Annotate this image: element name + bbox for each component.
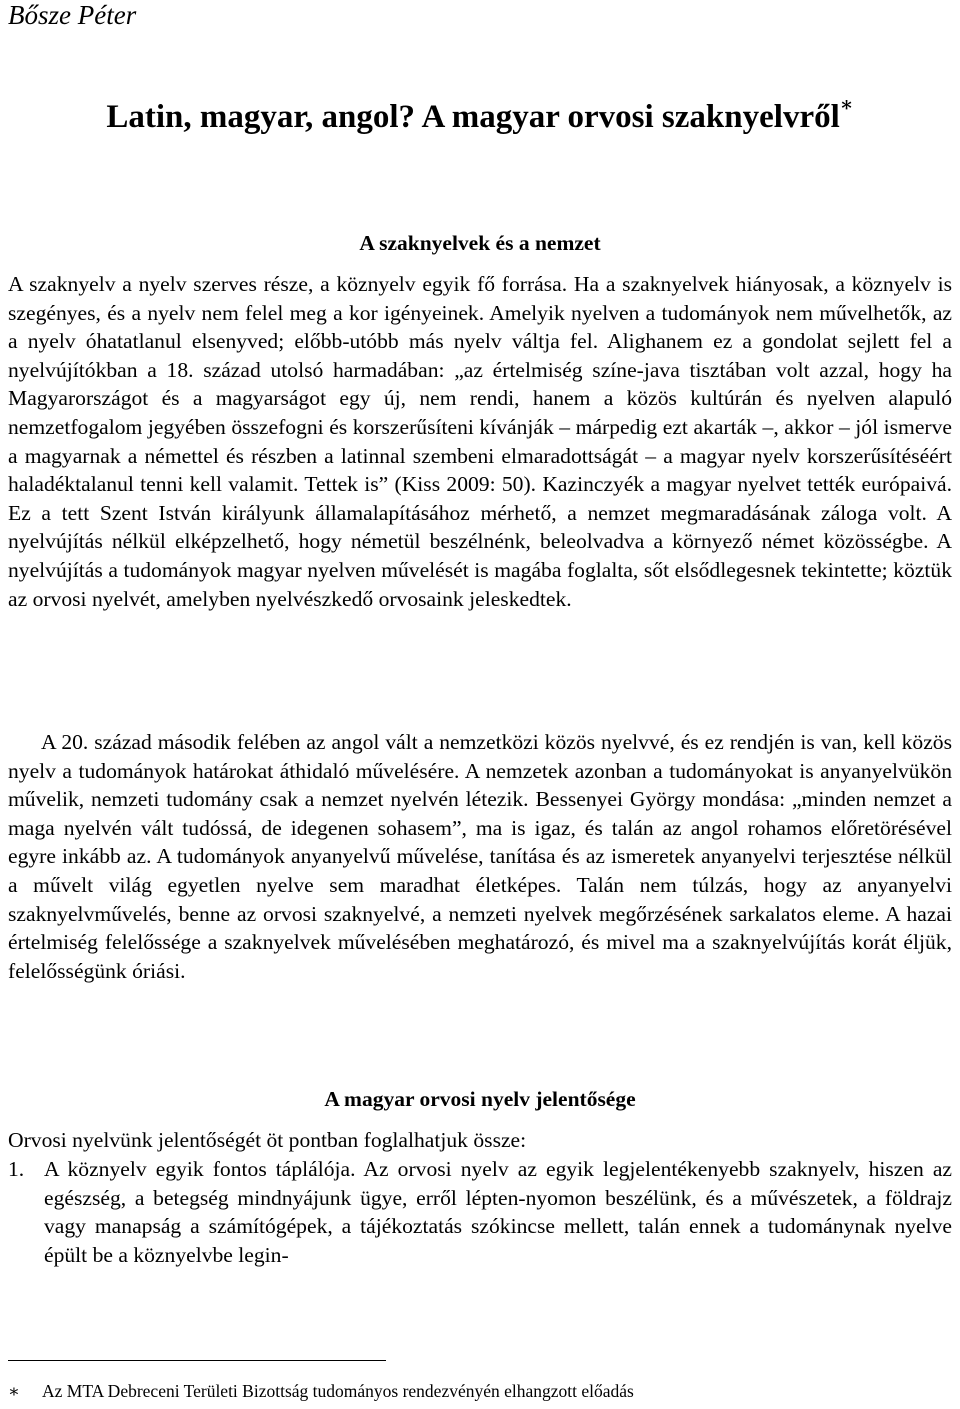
list-item-number: 1.	[8, 1157, 25, 1181]
body-paragraph-2: A 20. század második felében az angol vált a nemzetközi közös nyelvvé, és ez rendjén is van, kell közös nyelv a tudományok határokat áthidaló művelésére. A nemzetek azonban a tudományokat is anyanyelvükön művelik, nemzeti tudomány csak a nemzet nyelvén létezik. Bessenyei György mondása: „minden nemzet a maga nyelvén vált tudóssá, de idegenen sohasem”, ma is igaz, és talán az angol rohamos előretörésével egyre inkább az. A tudományok anyanyelvű művelése, tanítása és az ismeretek anyanyelvi terjesztése nélkül a művelt világ egyetlen nyelve sem maradhat életképes. Talán nem túlzás, hogy az anyanyelvi szaknyelvművelés, benne az orvosi szaknyelvé, a nemzeti nyelvek megőrzésének sarkalatos eleme. A hazai értelmiség felelőssége a szaknyelvek művelésében meghatározó, és mivel ma a szaknyelvújítás korát éljük, felelősségünk óriási.	[8, 730, 952, 983]
body-paragraph-1: A szaknyelv a nyelv szerves része, a köznyelv egyik fő forrása. Ha a szaknyelvek hiányosak, a köznyelv is szegényes, és a nyelv nem felel meg a kor igényeinek. Amelyik nyelven a tudományok nem művelhetők, az a nyelv óhatatlanul elsenyved; előbb-utóbb más nyelv váltja fel. Alighanem ez a gondolat sejlett fel a nyelvújítókban a 18. század utolsó harmadában: „az értelmiség színe-java tisztában volt azzal, hogy ha Magyarországot és a magyarságot egy új, nem rendi, hanem a közös kultúrán és nyelven alapuló nemzetfogalom jegyében összefogni és korszerűsíteni kívánják – márpedig ezt akarták –, akkor – jól ismerve a magyarnak a némettel és részben a latinnal szembeni elmaradottságát – a magyar nyelv korszerűsítéséért haladéktalanul tenni kell valamit. Tettek is” (Kiss 2009: 50). Kazinczyék a magyar nyelvet tették európaivá. Ez a tett Szent István királyunk államalapításához mérhető, a nemzet megmaradásának záloga volt. A nyelvújítás nélkül elképzelhető, hogy németül beszélnénk, beleolvadva a környező német közösségbe. A nyelvújítás a tudományok magyar nyelven művelését is magába foglalta, sőt elsődlegesnek tekintette; köztük az orvosi nyelvét, amelyben nyelvészkedő orvosaink jeleskedtek.	[8, 272, 952, 611]
footnote-divider	[8, 1360, 386, 1361]
footnote-reference-mark: ∗	[839, 94, 854, 116]
list-item-text: A köznyelv egyik fontos táplálója. Az orvosi nyelv az egyik legjelentékenyebb szaknyelv, hiszen az egészség, a betegség mindnyájunk ügye, erről lépten-nyomon beszélünk, és a művészetek, a földrajz vagy manapság a számítógépek, a tájékoztatás szókincse mellett, talán ennek a tudománynak nyelve épült be a köznyelvbe legin-	[44, 1157, 952, 1267]
section-heading-nation: A szaknyelvek és a nemzet	[359, 231, 601, 255]
footnote	[8, 1380, 634, 1402]
footnote-text: Az MTA Debreceni Területi Bizottság tudományos rendezvényén elhangzott előadás	[42, 1381, 634, 1401]
footnote-mark: ∗	[8, 1381, 20, 1401]
author-name: Bősze Péter	[8, 0, 137, 30]
article-title-text: Latin, magyar, angol? A magyar orvosi szaknyelvről	[106, 99, 840, 135]
section-intro-sentence: Orvosi nyelvünk jelentőségét öt pontban foglalhatjuk össze:	[8, 1128, 527, 1152]
numbered-list-item	[8, 1155, 952, 1269]
article-title	[8, 95, 952, 139]
section-heading-significance: A magyar orvosi nyelv jelentősége	[324, 1087, 636, 1111]
